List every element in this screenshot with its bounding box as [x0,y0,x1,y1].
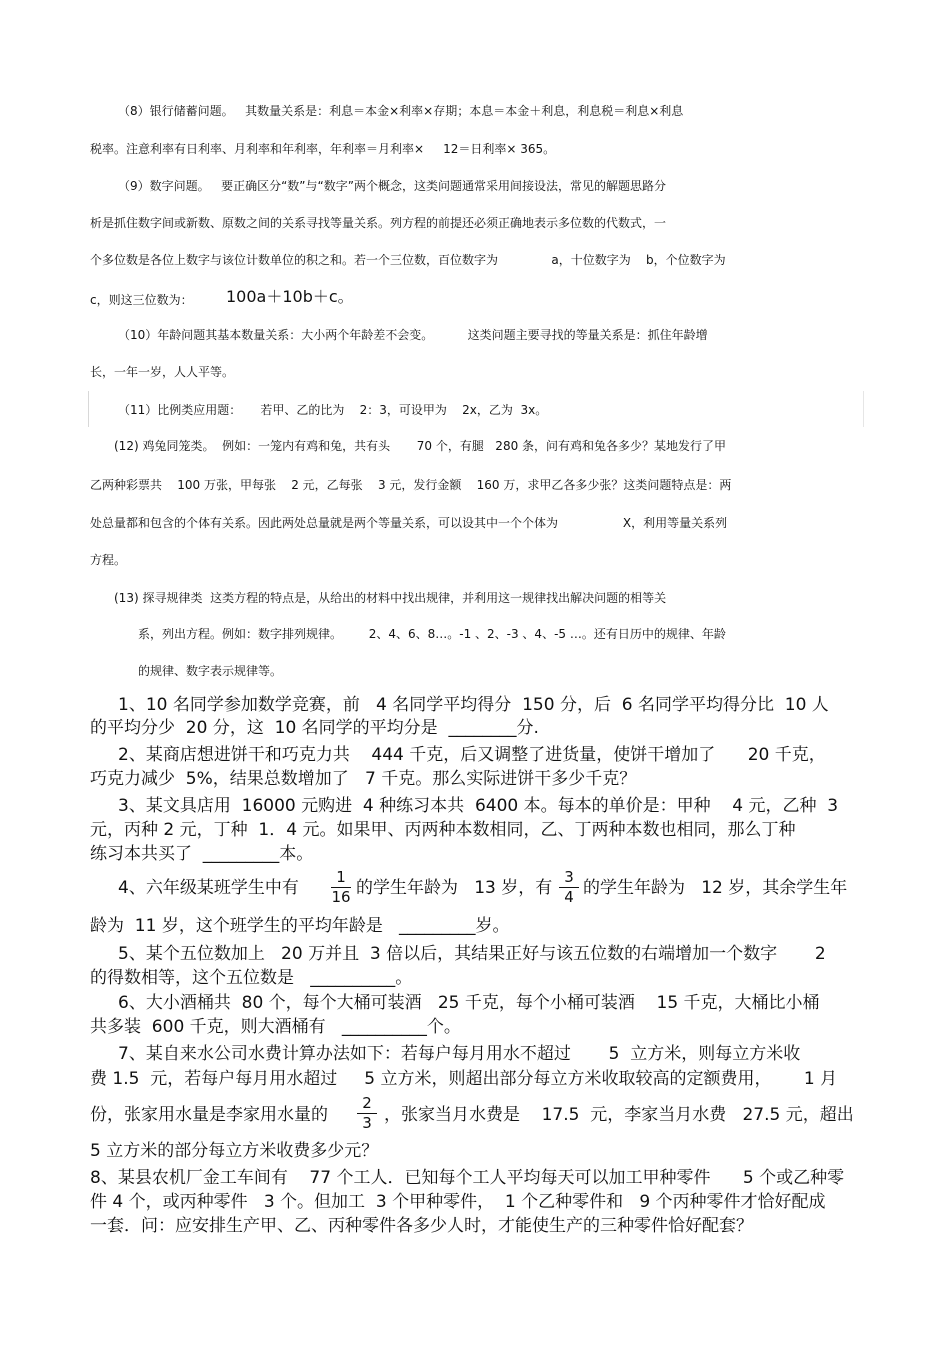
problem-1-line-1: 1、10 名同学参加数学竞赛，前 4 名同学平均得分 150 分，后 6 名同学平均得分比 10 人 [118,695,829,715]
note-9-line-3: 个多位数是各位上数字与该位计数单位的积之和。若一个三位数，百位数字为 a，十位数字为 b，个位数字为 [90,253,726,267]
note-12-line-4: 方程。 [90,553,127,567]
problem-4-line-2: 龄为 11 岁，这个班学生的平均年龄是 _________岁。 [90,916,510,936]
fraction-two-thirds [354,1095,380,1132]
problem-6-line-1: 6、大小酒桶共 80 个，每个大桶可装酒 25 千克，每个小桶可装酒 15 千克，大桶比小桶 [118,993,820,1013]
problem-8-line-2: 件 4 个，或丙种零件 3 个。但加工 3 个甲种零件， 1 个乙种零件和 9 个丙种零件才恰好配成 [90,1192,826,1212]
problem-7-line-3-part-2: ，张家当月水费是 17.5 元，李家当月水费 27.5 元，超出 [384,1105,854,1125]
note-12-line-1: (12) 鸡兔同笼类。 例如：一笼内有鸡和兔，共有头 70 个，有腿 280 条，问有鸡和兔各多少？某地发行了甲 [114,439,727,453]
problem-8-line-1: 8、某县农机厂金工车间有 77 个工人．已知每个工人平均每天可以加工甲种零件 5 个或乙种零 [90,1168,845,1188]
problem-7-line-2: 费 1.5 元，若每户每月用水超过 5 立方米，则超出部分每立方米收取较高的定额费用， 1 月 [90,1069,838,1089]
note-10-line-2: 长，一年一岁，人人平等。 [90,365,235,379]
note-9-expression: 100a＋10b＋c。 [226,287,354,306]
fraction-denominator: 16 [331,888,351,906]
note-9-line-2: 析是抓住数字间或新数、原数之间的关系寻找等量关系。列方程的前提还必须正确地表示多位数的代数式，一 [90,216,667,230]
problem-3-line-3: 练习本共买了 _________本。 [90,844,314,864]
problem-2-line-2: 巧克力减少 5%，结果总数增加了 7 千克。那么实际进饼干多少千克？ [90,769,637,789]
note-10-line-1: （10）年龄问题其基本数量关系：大小两个年龄差不会变。 这类问题主要寻找的等量关系是：抓住年龄增 [118,328,708,342]
note-8-line-1: （8）银行储蓄问题。 其数量关系是：利息＝本金×利率×存期；本息＝本金＋利息，利息税＝利息×利息 [118,104,684,118]
note-12-line-2: 乙两种彩票共 100 万张，甲每张 2 元，乙每张 3 元，发行金额 160 万，求甲乙各多少张？这类问题特点是：两 [90,478,732,492]
problem-5-line-2: 的得数相等，这个五位数是 __________。 [90,968,413,988]
problem-7-line-1: 7、某自来水公司水费计算办法如下：若每户每月用水不超过 5 立方米，则每立方米收 [118,1044,801,1064]
fraction-numerator: 3 [564,868,574,886]
note-9-line-1: （9）数字问题。 要正确区分“数”与“数字”两个概念，这类问题通常采用间接设法，常见的解题思路分 [118,179,666,193]
fraction-denominator: 4 [564,888,574,906]
note-11-line: （11）比例类应用题： 若甲、乙的比为 2：3，可设甲为 2x，乙为 3x。 [118,403,548,417]
fraction-denominator: 3 [362,1114,372,1132]
problem-4-line-1-part-3: 的学生年龄为 12 岁，其余学生年 [583,878,848,898]
problem-7-line-3-part-1: 份，张家用水量是李家用水量的 [90,1105,328,1125]
problem-3-line-2: 元，丙种 2 元，丁种 1．4 元。如果甲、丙两种本数相同，乙、丁两种本数也相同，那么丁种 [90,820,796,840]
note-13-line-2: 系，列出方程。例如：数字排列规律。 2、4、6、8…。-1 、2、-3 、4、-5 …。还有日历中的规律、年龄 [138,627,726,641]
problem-6-line-2: 共多装 600 千克，则大酒桶有 __________个。 [90,1017,461,1037]
problem-1-line-2: 的平均分少 20 分，这 10 名同学的平均分是 ________分. [90,718,539,738]
fraction-numerator: 2 [362,1094,372,1112]
problem-3-line-1: 3、某文具店用 16000 元购进 4 种练习本共 6400 本。每本的单价是：甲种 4 元，乙种 3 [118,796,839,816]
problem-4-line-1-part-1: 4、六年级某班学生中有 [118,878,299,898]
problem-5-line-1: 5、某个五位数加上 20 万并且 3 倍以后，其结果正好与该五位数的右端增加一个数字 2 [118,944,826,964]
note-9-line-4: c，则这三位数为： [90,293,193,307]
problem-8-line-3: 一套．问：应安排生产甲、乙、丙种零件各多少人时，才能使生产的三种零件恰好配套？ [90,1216,753,1236]
problem-2-line-1: 2、某商店想进饼干和巧克力共 444 千克，后又调整了进货量，使饼干增加了 20 千克， [118,745,826,765]
problem-4-line-1-part-2: 的学生年龄为 13 岁，有 [356,878,553,898]
fraction-one-sixteenth [328,869,354,906]
note-8-line-2: 税率。注意利率有日利率、月利率和年利率，年利率＝月利率× 12＝日利率× 365。 [90,142,556,156]
fraction-numerator: 1 [336,868,346,886]
fraction-three-quarters [556,869,582,906]
note-13-line-1: (13) 探寻规律类 这类方程的特点是，从给出的材料中找出规律，并利用这一规律找出解决问题的相等关 [114,591,667,605]
problem-7-line-4: 5 立方米的部分每立方米收费多少元？ [90,1141,379,1161]
note-12-line-3: 处总量都和包含的个体有关系。因此两处总量就是两个等量关系，可以设其中一个个体为 X，利用等量关系列 [90,516,728,530]
note-13-line-3: 的规律、数字表示规律等。 [138,664,283,678]
